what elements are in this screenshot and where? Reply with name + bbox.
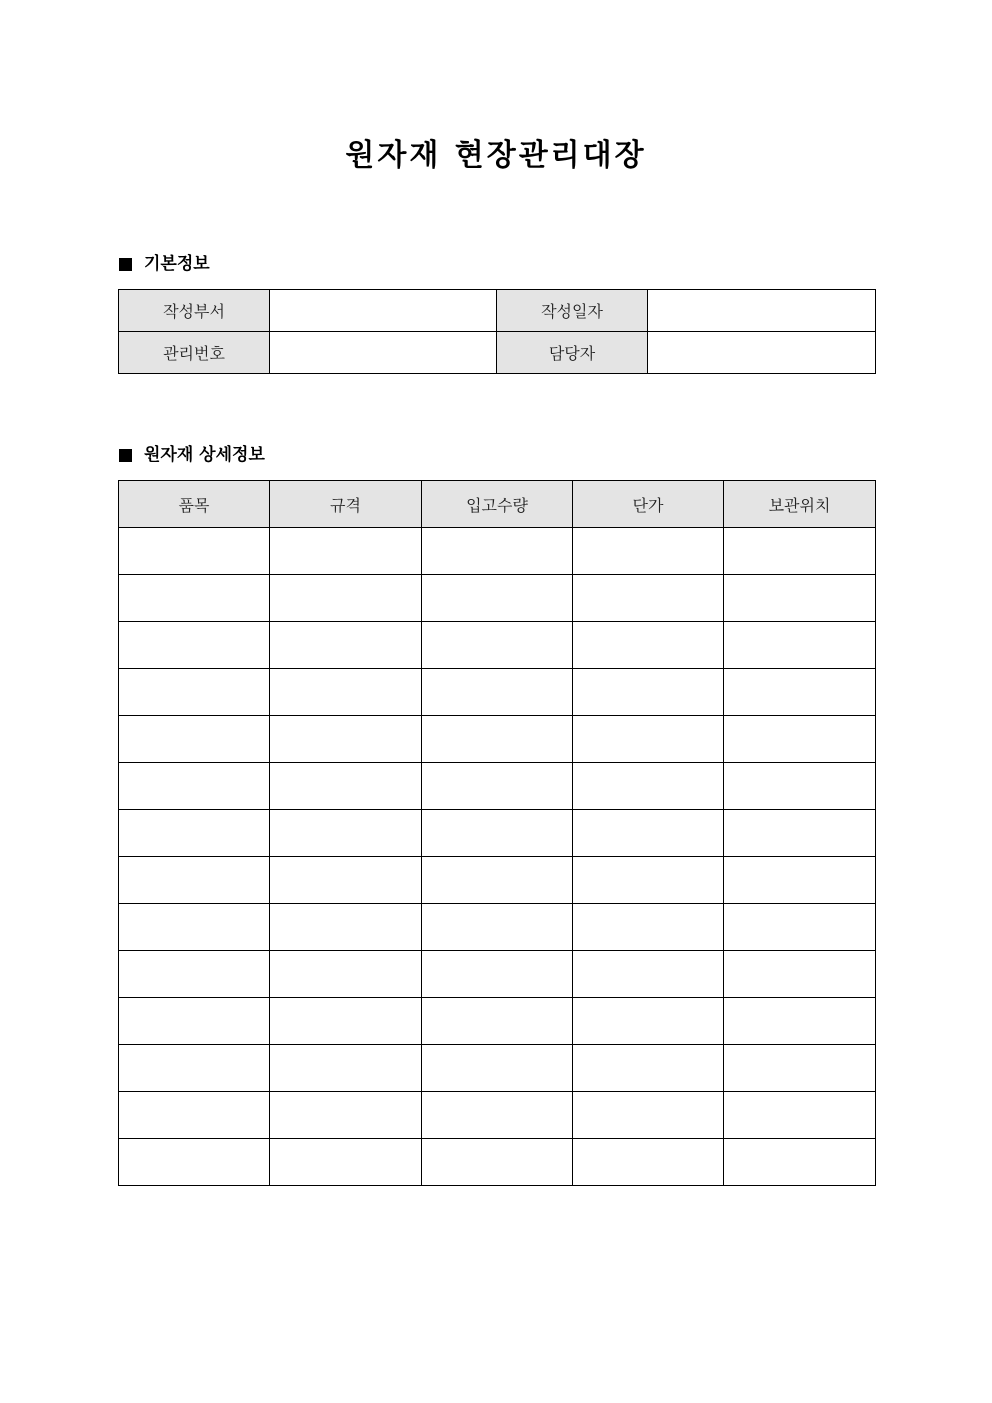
location-cell[interactable]: [724, 857, 876, 904]
table-row: [119, 998, 876, 1045]
management-number-field[interactable]: [270, 332, 497, 374]
spec-cell[interactable]: [270, 1139, 422, 1186]
column-header-item: 품목: [119, 481, 270, 528]
spec-cell[interactable]: [270, 528, 422, 575]
item-cell[interactable]: [119, 528, 270, 575]
unit-price-cell[interactable]: [573, 528, 724, 575]
basic-info-row: [119, 332, 876, 374]
quantity-cell[interactable]: [422, 669, 573, 716]
spec-cell[interactable]: [270, 810, 422, 857]
item-cell[interactable]: [119, 622, 270, 669]
spec-cell[interactable]: [270, 622, 422, 669]
manager-field[interactable]: [648, 332, 876, 374]
table-row: [119, 763, 876, 810]
spec-cell[interactable]: [270, 951, 422, 998]
location-cell[interactable]: [724, 528, 876, 575]
unit-price-cell[interactable]: [573, 669, 724, 716]
table-row: [119, 857, 876, 904]
table-row: [119, 1092, 876, 1139]
label-manager: 담당자: [497, 332, 648, 374]
table-row: [119, 951, 876, 998]
spec-cell[interactable]: [270, 716, 422, 763]
item-cell[interactable]: [119, 1139, 270, 1186]
table-row: [119, 669, 876, 716]
column-header-spec: 규격: [270, 481, 422, 528]
spec-cell[interactable]: [270, 857, 422, 904]
unit-price-cell[interactable]: [573, 1092, 724, 1139]
material-table-body: [119, 528, 876, 1186]
location-cell[interactable]: [724, 669, 876, 716]
square-bullet-icon: [119, 449, 132, 462]
item-cell[interactable]: [119, 763, 270, 810]
item-cell[interactable]: [119, 951, 270, 998]
unit-price-cell[interactable]: [573, 904, 724, 951]
item-cell[interactable]: [119, 904, 270, 951]
detail-info-heading-label: 원자재 상세정보: [144, 445, 265, 465]
basic-info-table: [118, 289, 876, 374]
square-bullet-icon: [119, 258, 132, 271]
quantity-cell[interactable]: [422, 904, 573, 951]
item-cell[interactable]: [119, 998, 270, 1045]
unit-price-cell[interactable]: [573, 622, 724, 669]
table-row: [119, 1045, 876, 1092]
item-cell[interactable]: [119, 1092, 270, 1139]
department-field[interactable]: [270, 290, 497, 332]
location-cell[interactable]: [724, 1092, 876, 1139]
column-header-quantity: 입고수량: [422, 481, 573, 528]
unit-price-cell[interactable]: [573, 575, 724, 622]
basic-info-heading-label: 기본정보: [144, 254, 210, 274]
quantity-cell[interactable]: [422, 1139, 573, 1186]
location-cell[interactable]: [724, 622, 876, 669]
location-cell[interactable]: [724, 904, 876, 951]
spec-cell[interactable]: [270, 763, 422, 810]
location-cell[interactable]: [724, 1139, 876, 1186]
basic-info-row: [119, 290, 876, 332]
unit-price-cell[interactable]: [573, 763, 724, 810]
quantity-cell[interactable]: [422, 1092, 573, 1139]
item-cell[interactable]: [119, 716, 270, 763]
unit-price-cell[interactable]: [573, 1045, 724, 1092]
date-field[interactable]: [648, 290, 876, 332]
table-row: [119, 904, 876, 951]
unit-price-cell[interactable]: [573, 951, 724, 998]
label-date: 작성일자: [497, 290, 648, 332]
table-row: [119, 810, 876, 857]
quantity-cell[interactable]: [422, 1045, 573, 1092]
quantity-cell[interactable]: [422, 951, 573, 998]
table-row: [119, 716, 876, 763]
label-department: 작성부서: [119, 290, 270, 332]
quantity-cell[interactable]: [422, 575, 573, 622]
spec-cell[interactable]: [270, 669, 422, 716]
location-cell[interactable]: [724, 1045, 876, 1092]
table-row: [119, 1139, 876, 1186]
location-cell[interactable]: [724, 763, 876, 810]
label-management-number: 관리번호: [119, 332, 270, 374]
spec-cell[interactable]: [270, 1045, 422, 1092]
unit-price-cell[interactable]: [573, 716, 724, 763]
item-cell[interactable]: [119, 1045, 270, 1092]
item-cell[interactable]: [119, 810, 270, 857]
table-row: [119, 575, 876, 622]
basic-info-heading: [119, 252, 210, 276]
quantity-cell[interactable]: [422, 857, 573, 904]
table-header-row: [119, 481, 876, 528]
location-cell[interactable]: [724, 716, 876, 763]
quantity-cell[interactable]: [422, 528, 573, 575]
quantity-cell[interactable]: [422, 763, 573, 810]
column-header-unit-price: 단가: [573, 481, 724, 528]
unit-price-cell[interactable]: [573, 810, 724, 857]
table-row: [119, 622, 876, 669]
page-title: 원자재 현장관리대장: [345, 138, 647, 173]
material-detail-table: [118, 480, 876, 1186]
quantity-cell[interactable]: [422, 810, 573, 857]
quantity-cell[interactable]: [422, 998, 573, 1045]
spec-cell[interactable]: [270, 904, 422, 951]
item-cell[interactable]: [119, 575, 270, 622]
quantity-cell[interactable]: [422, 716, 573, 763]
table-row: [119, 528, 876, 575]
item-cell[interactable]: [119, 857, 270, 904]
unit-price-cell[interactable]: [573, 857, 724, 904]
spec-cell[interactable]: [270, 1092, 422, 1139]
unit-price-cell[interactable]: [573, 998, 724, 1045]
unit-price-cell[interactable]: [573, 1139, 724, 1186]
location-cell[interactable]: [724, 810, 876, 857]
spec-cell[interactable]: [270, 575, 422, 622]
location-cell[interactable]: [724, 998, 876, 1045]
quantity-cell[interactable]: [422, 622, 573, 669]
item-cell[interactable]: [119, 669, 270, 716]
location-cell[interactable]: [724, 951, 876, 998]
location-cell[interactable]: [724, 575, 876, 622]
column-header-location: 보관위치: [724, 481, 876, 528]
spec-cell[interactable]: [270, 998, 422, 1045]
detail-info-heading: [119, 443, 265, 467]
